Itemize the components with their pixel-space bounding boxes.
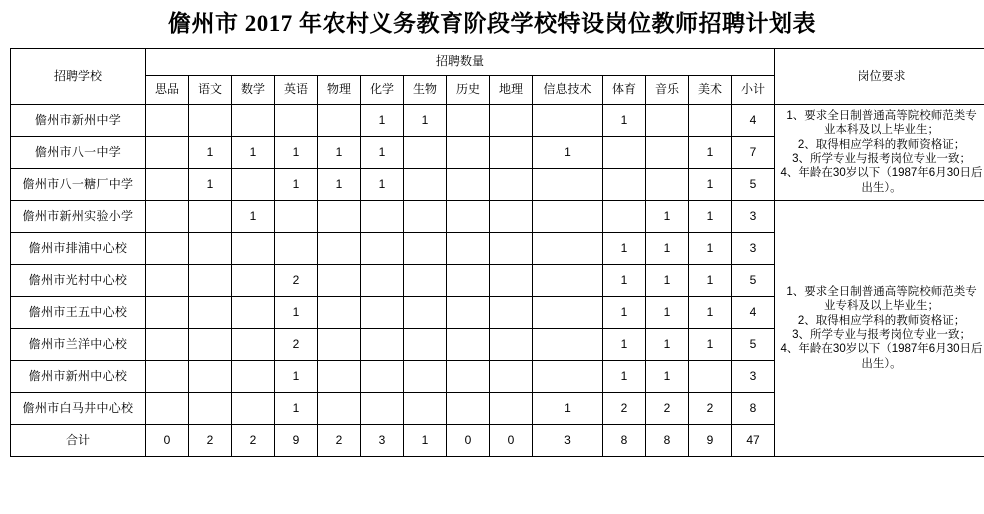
cell-value: [404, 200, 447, 232]
cell-value: [447, 200, 490, 232]
cell-value: 1: [404, 104, 447, 136]
header-subject-6: 生物: [404, 75, 447, 104]
cell-value: [490, 328, 533, 360]
school-name: 儋州市新州实验小学: [11, 200, 146, 232]
cell-value: [404, 264, 447, 296]
cell-value: 1: [603, 232, 646, 264]
cell-value: [689, 360, 732, 392]
cell-value: [490, 392, 533, 424]
cell-value: [232, 104, 275, 136]
total-value: 9: [689, 424, 732, 456]
cell-value: [146, 296, 189, 328]
total-value: 0: [490, 424, 533, 456]
table-container: [0, 48, 984, 457]
header-subject-9: 信息技术: [533, 75, 603, 104]
total-value: 2: [318, 424, 361, 456]
header-subject-4: 物理: [318, 75, 361, 104]
cell-value: [361, 264, 404, 296]
cell-value: 1: [646, 296, 689, 328]
school-name: 儋州市排浦中心校: [11, 232, 146, 264]
cell-value: [318, 360, 361, 392]
header-subject-1: 语文: [189, 75, 232, 104]
cell-value: [603, 200, 646, 232]
cell-value: [533, 232, 603, 264]
school-name: 儋州市白马井中心校: [11, 392, 146, 424]
header-subject-10: 体育: [603, 75, 646, 104]
cell-value: 1: [689, 296, 732, 328]
requirement-line: 2、取得相应学科的教师资格证；: [797, 314, 966, 327]
cell-value: [361, 296, 404, 328]
cell-value: [404, 328, 447, 360]
cell-value: [646, 136, 689, 168]
school-name: 儋州市王五中心校: [11, 296, 146, 328]
school-name: 儋州市新州中学: [11, 104, 146, 136]
header-subject-3: 英语: [275, 75, 318, 104]
cell-value: [189, 104, 232, 136]
requirement-line: 业专科及以上毕业生；: [824, 300, 940, 313]
cell-value: [146, 104, 189, 136]
header-subject-5: 化学: [361, 75, 404, 104]
cell-value: [232, 328, 275, 360]
total-value: 0: [146, 424, 189, 456]
total-value: 8: [646, 424, 689, 456]
cell-value: [318, 104, 361, 136]
cell-value: 1: [603, 360, 646, 392]
cell-value: 1: [275, 296, 318, 328]
table-body: [11, 104, 984, 456]
cell-value: [189, 328, 232, 360]
cell-value: 2: [646, 392, 689, 424]
total-value: 3: [533, 424, 603, 456]
cell-value: [189, 360, 232, 392]
cell-value: [318, 392, 361, 424]
cell-value: 1: [318, 168, 361, 200]
cell-subtotal: 3: [732, 200, 775, 232]
cell-subtotal: 4: [732, 104, 775, 136]
cell-subtotal: 5: [732, 328, 775, 360]
cell-value: 2: [275, 328, 318, 360]
cell-value: [533, 264, 603, 296]
cell-value: [146, 360, 189, 392]
cell-value: [404, 168, 447, 200]
cell-value: 1: [646, 328, 689, 360]
cell-value: [490, 296, 533, 328]
cell-value: [404, 296, 447, 328]
header-subject-13: 小计: [732, 75, 775, 104]
requirement-line: 2、取得相应学科的教师资格证；: [797, 138, 966, 151]
cell-value: [447, 296, 490, 328]
cell-value: [533, 296, 603, 328]
cell-value: 2: [275, 264, 318, 296]
header-school: 招聘学校: [11, 48, 146, 104]
requirement-line: 业本科及以上毕业生；: [824, 124, 940, 137]
cell-value: [447, 104, 490, 136]
cell-value: [533, 104, 603, 136]
page-title: 儋州市 2017 年农村义务教育阶段学校特设岗位教师招聘计划表: [168, 11, 816, 36]
total-value: 3: [361, 424, 404, 456]
cell-value: 1: [361, 168, 404, 200]
cell-subtotal: 5: [732, 168, 775, 200]
cell-value: 1: [189, 168, 232, 200]
header-subject-11: 音乐: [646, 75, 689, 104]
cell-value: [146, 136, 189, 168]
cell-value: [404, 136, 447, 168]
cell-value: [603, 168, 646, 200]
cell-value: [404, 392, 447, 424]
cell-subtotal: 3: [732, 360, 775, 392]
total-value: 0: [447, 424, 490, 456]
total-value: 2: [189, 424, 232, 456]
cell-value: [189, 200, 232, 232]
header-subject-7: 历史: [447, 75, 490, 104]
cell-value: [232, 264, 275, 296]
cell-value: 1: [646, 264, 689, 296]
cell-value: [447, 392, 490, 424]
cell-value: [275, 104, 318, 136]
cell-value: [447, 136, 490, 168]
cell-value: [189, 232, 232, 264]
cell-value: [361, 200, 404, 232]
header-subject-12: 美术: [689, 75, 732, 104]
cell-value: 2: [689, 392, 732, 424]
cell-value: [361, 232, 404, 264]
total-value: 9: [275, 424, 318, 456]
cell-value: [189, 296, 232, 328]
cell-value: [404, 360, 447, 392]
total-value: 2: [232, 424, 275, 456]
requirement-line: 3、所学专业与报考岗位专业一致；: [792, 329, 971, 342]
cell-value: [318, 200, 361, 232]
cell-value: [646, 168, 689, 200]
cell-value: [447, 328, 490, 360]
total-grand: 47: [732, 424, 775, 456]
table-row: [11, 200, 984, 232]
cell-value: [447, 168, 490, 200]
cell-value: [533, 168, 603, 200]
total-value: 8: [603, 424, 646, 456]
cell-value: [318, 328, 361, 360]
cell-value: [232, 360, 275, 392]
cell-value: 1: [603, 264, 646, 296]
cell-value: [361, 392, 404, 424]
cell-value: 1: [689, 328, 732, 360]
header-group-count: 招聘数量: [146, 48, 775, 75]
cell-value: [146, 328, 189, 360]
cell-value: [232, 392, 275, 424]
cell-value: 1: [533, 136, 603, 168]
cell-value: [689, 104, 732, 136]
cell-subtotal: 7: [732, 136, 775, 168]
cell-value: 1: [232, 200, 275, 232]
cell-value: [490, 360, 533, 392]
header-requirement: 岗位要求: [775, 48, 984, 104]
cell-value: [404, 232, 447, 264]
cell-value: [232, 168, 275, 200]
table-header-row-1: [11, 48, 984, 75]
cell-value: [275, 232, 318, 264]
cell-value: [275, 200, 318, 232]
cell-subtotal: 5: [732, 264, 775, 296]
requirement-line: 3、所学专业与报考岗位专业一致；: [792, 153, 971, 166]
cell-value: [232, 296, 275, 328]
cell-value: 1: [689, 200, 732, 232]
cell-value: [361, 328, 404, 360]
school-name: 儋州市八一中学: [11, 136, 146, 168]
cell-value: [447, 360, 490, 392]
cell-value: 1: [603, 296, 646, 328]
cell-value: 2: [603, 392, 646, 424]
cell-value: [603, 136, 646, 168]
cell-value: 1: [318, 136, 361, 168]
table-head: [11, 48, 984, 104]
cell-value: 1: [603, 328, 646, 360]
cell-value: [533, 360, 603, 392]
cell-value: [646, 104, 689, 136]
cell-value: 1: [275, 392, 318, 424]
requirement-line: 出生）。: [861, 181, 902, 194]
recruitment-plan-table: [10, 48, 984, 457]
cell-value: [490, 232, 533, 264]
cell-subtotal: 4: [732, 296, 775, 328]
cell-value: [146, 264, 189, 296]
cell-value: 1: [689, 264, 732, 296]
requirement-line: 出生）。: [861, 357, 902, 370]
total-value: 1: [404, 424, 447, 456]
cell-value: 1: [232, 136, 275, 168]
school-name: 儋州市兰洋中心校: [11, 328, 146, 360]
cell-value: [232, 232, 275, 264]
cell-value: [318, 264, 361, 296]
cell-value: 1: [646, 232, 689, 264]
cell-value: [533, 328, 603, 360]
cell-value: [533, 200, 603, 232]
cell-value: 1: [361, 104, 404, 136]
cell-value: [146, 232, 189, 264]
header-subject-0: 思品: [146, 75, 189, 104]
cell-value: 1: [689, 168, 732, 200]
cell-value: 1: [361, 136, 404, 168]
cell-value: 1: [689, 232, 732, 264]
requirement-line: 1、要求全日制普通高等院校师范类专: [786, 109, 977, 122]
cell-value: 1: [275, 168, 318, 200]
cell-value: 1: [533, 392, 603, 424]
cell-value: 1: [646, 200, 689, 232]
cell-value: [490, 264, 533, 296]
cell-subtotal: 8: [732, 392, 775, 424]
requirement-cell-bachelor: [775, 104, 984, 200]
school-name: 儋州市光村中心校: [11, 264, 146, 296]
requirement-line: 1、要求全日制普通高等院校师范类专: [786, 285, 977, 298]
cell-value: [490, 104, 533, 136]
cell-value: 1: [275, 360, 318, 392]
cell-value: [447, 264, 490, 296]
cell-value: 1: [603, 104, 646, 136]
total-label: 合计: [11, 424, 146, 456]
cell-value: [447, 232, 490, 264]
cell-value: [490, 200, 533, 232]
school-name: 儋州市八一糖厂中学: [11, 168, 146, 200]
cell-value: [189, 264, 232, 296]
cell-value: 1: [646, 360, 689, 392]
cell-value: [146, 168, 189, 200]
cell-value: [146, 200, 189, 232]
requirement-line: 4、年龄在30岁以下（1987年6月30日后: [780, 343, 983, 356]
cell-value: 1: [189, 136, 232, 168]
cell-value: 1: [275, 136, 318, 168]
requirement-line: 4、年龄在30岁以下（1987年6月30日后: [780, 167, 983, 180]
table-row: [11, 104, 984, 136]
requirement-cell-college: [775, 200, 984, 456]
cell-value: [490, 136, 533, 168]
cell-subtotal: 3: [732, 232, 775, 264]
cell-value: [318, 296, 361, 328]
header-subject-8: 地理: [490, 75, 533, 104]
cell-value: [146, 392, 189, 424]
cell-value: [361, 360, 404, 392]
cell-value: [318, 232, 361, 264]
cell-value: [490, 168, 533, 200]
school-name: 儋州市新州中心校: [11, 360, 146, 392]
cell-value: 1: [689, 136, 732, 168]
header-subject-2: 数学: [232, 75, 275, 104]
cell-value: [189, 392, 232, 424]
